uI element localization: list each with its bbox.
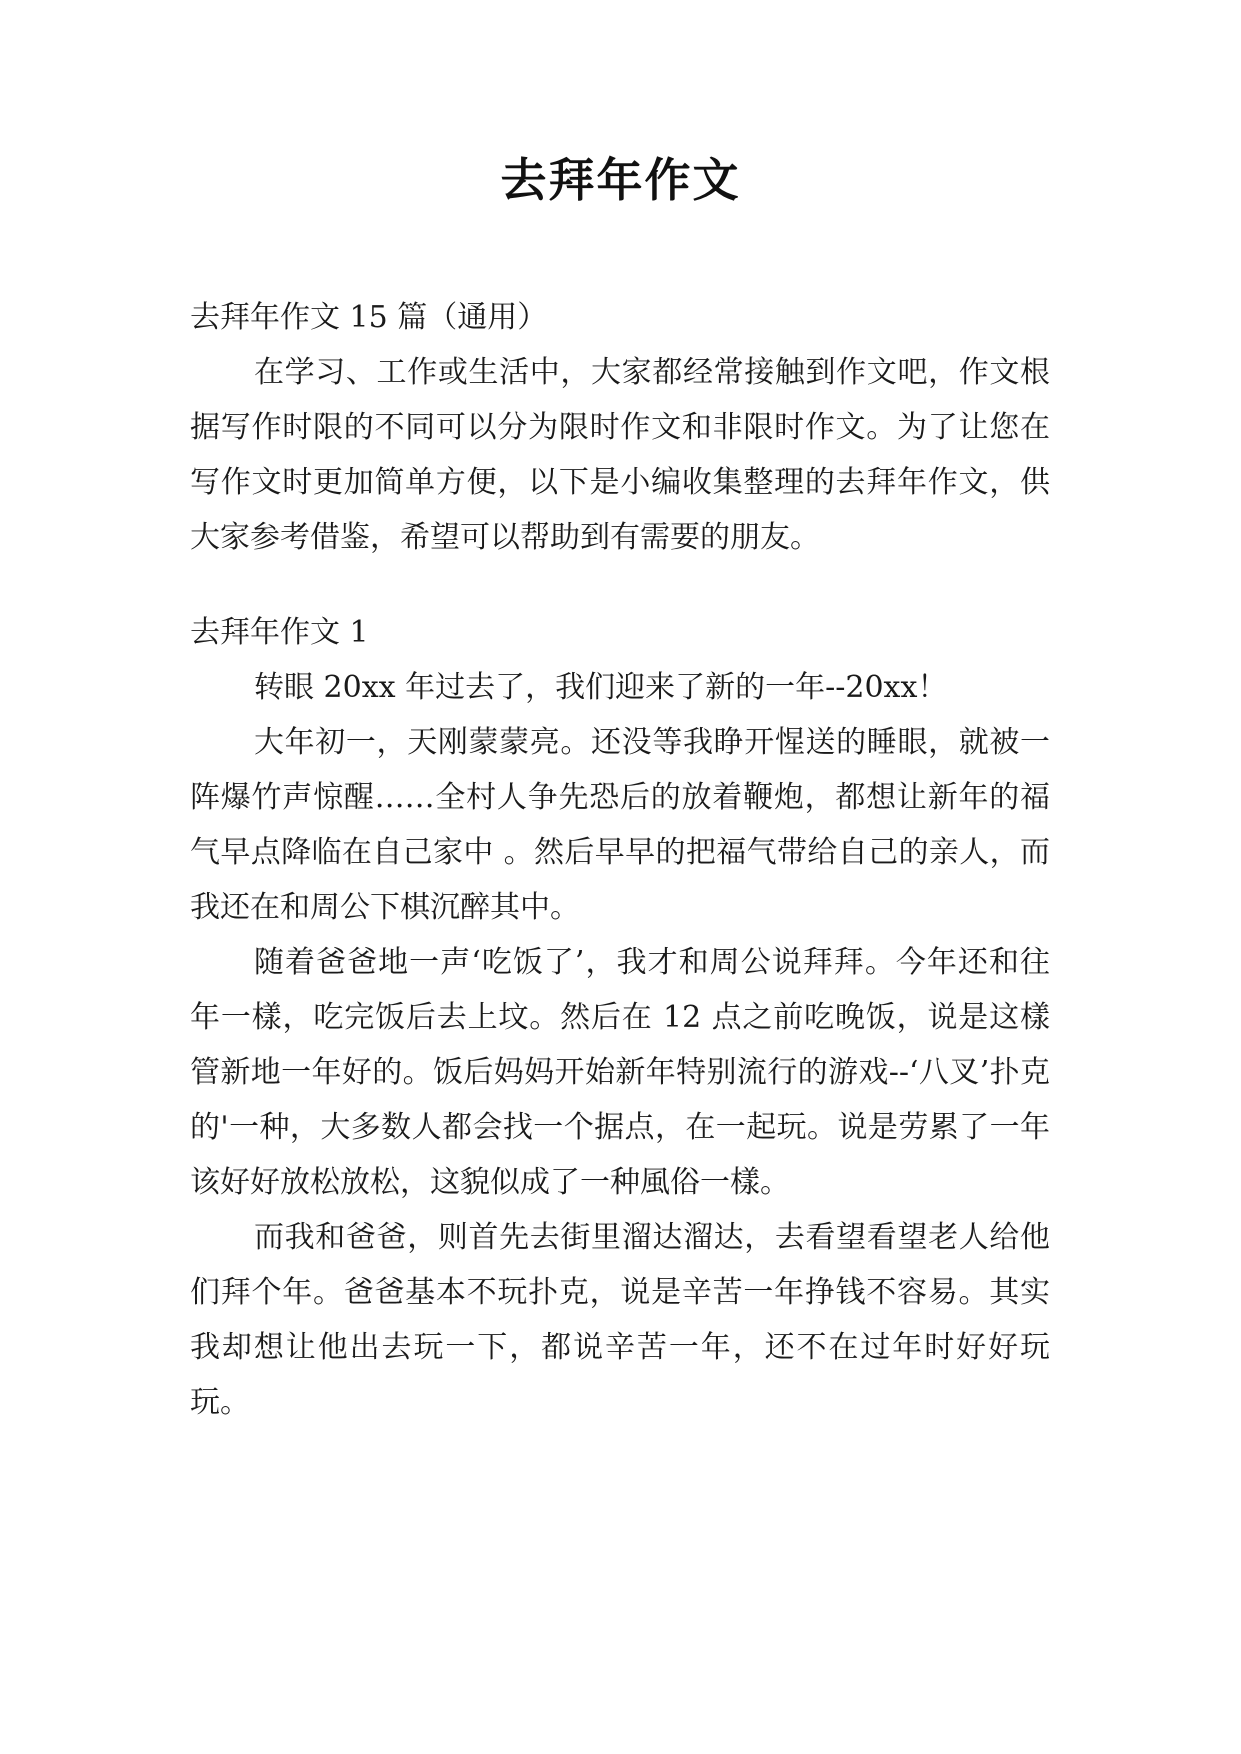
section-heading: 去拜年作文 1: [190, 615, 369, 650]
essay-paragraph-2: 大年初一，天刚蒙蒙亮。还没等我睁开惺送的睡眼，就被一阵爆竹声惊醒……全村人争先恐后的放着鞭炮，都想让新年的福气早点降临在自己家中 。然后早早的把福气带给自己的亲人，而我还在和周公下棋沉醉其中。: [190, 725, 1050, 925]
document-subtitle: 去拜年作文 15 篇（通用）: [190, 300, 548, 335]
section-gap: [190, 565, 1050, 605]
essay-paragraph-1: 转眼 20xx 年过去了，我们迎来了新的一年--20xx！: [254, 670, 948, 705]
essay-paragraph-3: 随着爸爸地一声‘吃饭了’，我才和周公说拜拜。今年还和往年一樣，吃完饭后去上坟。然后在 12 点之前吃晚饭，说是这樣管新地一年好的。饭后妈妈开始新年特别流行的游戏--‘八叉’扑克的'一种，大多数人都会找一个据点，在一起玩。说是劳累了一年该好好放松放松，这貌似成了一种風俗一樣。: [190, 945, 1050, 1200]
document-body: [190, 290, 1050, 1430]
intro-paragraph: 在学习、工作或生活中，大家都经常接触到作文吧，作文根据写作时限的不同可以分为限时作文和非限时作文。为了让您在写作文时更加简单方便，以下是小编收集整理的去拜年作文，供大家参考借鉴，希望可以帮助到有需要的朋友。: [190, 355, 1050, 555]
essay-paragraph-4: 而我和爸爸，则首先去街里溜达溜达，去看望看望老人给他们拜个年。爸爸基本不玩扑克，说是辛苦一年挣钱不容易。其实我却想让他出去玩一下，都说辛苦一年，还不在过年时好好玩玩。: [190, 1220, 1050, 1420]
document-title: 去拜年作文: [500, 153, 741, 207]
